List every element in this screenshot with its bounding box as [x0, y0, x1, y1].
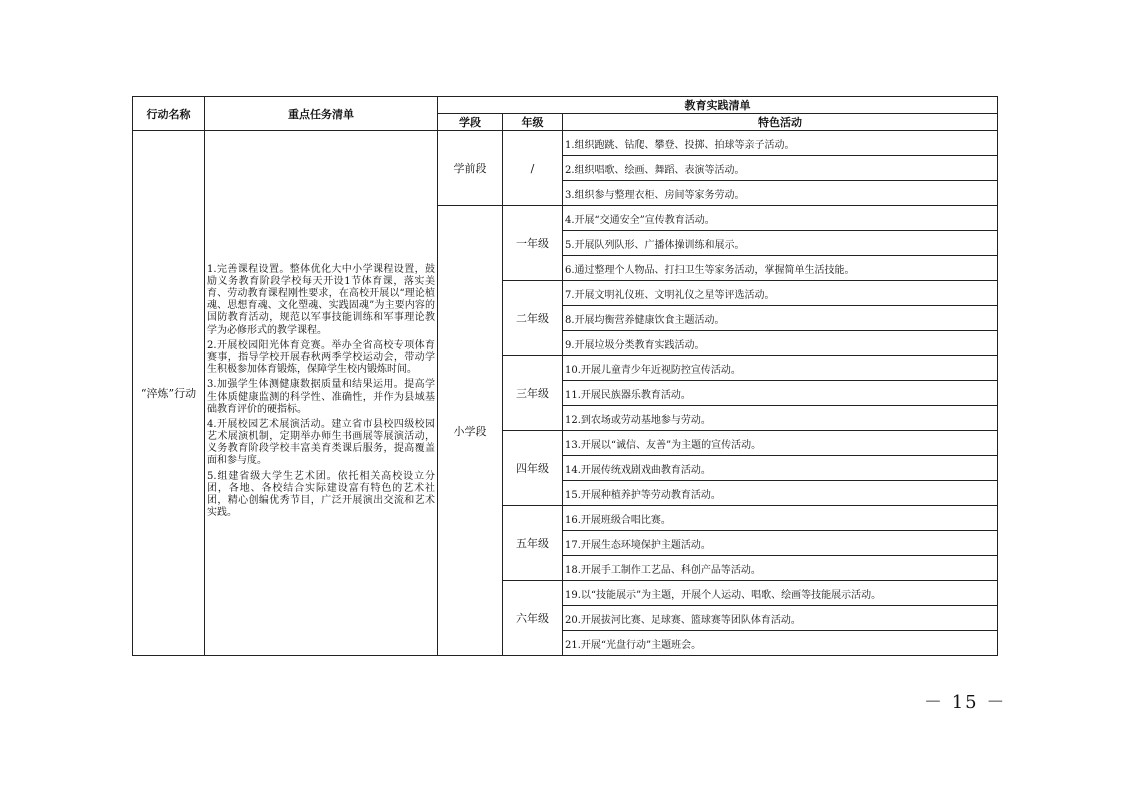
- activity-item: 11.开展民族器乐教育活动。: [563, 381, 998, 406]
- grade-3: 三年级: [503, 356, 563, 431]
- task-item: 2.开展校园阳光体育竞赛。举办全省高校专项体育赛事，指导学校开展春秋两季学校运动会，带动学生积极参加体育锻炼，保障学生校内锻炼时间。: [207, 339, 435, 376]
- activity-item: 16.开展班级合唱比赛。: [563, 506, 998, 531]
- header-stage: 学段: [438, 114, 503, 131]
- activity-item: 20.开展拔河比赛、足球赛、篮球赛等团队体育活动。: [563, 606, 998, 631]
- task-item: 5.组建省级大学生艺术团。依托相关高校设立分团，各地、各校结合实际建设富有特色的艺术社团，精心创编优秀节目，广泛开展演出交流和艺术实践。: [207, 470, 435, 519]
- grade-2: 二年级: [503, 281, 563, 356]
- page-number: － 15 －: [924, 692, 1007, 713]
- activity-item: 9.开展垃圾分类教育实践活动。: [563, 331, 998, 356]
- activity-item: 4.开展“交通安全”宣传教育活动。: [563, 206, 998, 231]
- activity-item: 8.开展均衡营养健康饮食主题活动。: [563, 306, 998, 331]
- grade-4: 四年级: [503, 431, 563, 506]
- header-task-list: 重点任务清单: [205, 97, 438, 131]
- task-item: 1.完善课程设置。整体优化大中小学课程设置，鼓励义务教育阶段学校每天开设1节体育课，落实美育、劳动教育课程刚性要求，在高校开展以“理论植魂、思想育魂、文化塑魂、实践固魂”为主要内容的国防教育活动，规范以军事技能训练和军事理论教学为必修形式的教学课程。: [207, 263, 435, 336]
- grade-1: 一年级: [503, 206, 563, 281]
- header-action-name: 行动名称: [133, 97, 205, 131]
- stage-primary: 小学段: [438, 206, 503, 656]
- activity-item: 13.开展以“诚信、友善”为主题的宣传活动。: [563, 431, 998, 456]
- grade-5: 五年级: [503, 506, 563, 581]
- practice-table: [132, 96, 998, 656]
- task-list-cell: [205, 131, 438, 656]
- stage-preschool: 学前段: [438, 131, 503, 206]
- activity-item: 3.组织参与整理衣柜、房间等家务劳动。: [563, 181, 998, 206]
- activity-item: 10.开展儿童青少年近视防控宣传活动。: [563, 356, 998, 381]
- activity-item: 6.通过整理个人物品、打扫卫生等家务活动，掌握简单生活技能。: [563, 256, 998, 281]
- activity-item: 14.开展传统戏剧戏曲教育活动。: [563, 456, 998, 481]
- grade-6: 六年级: [503, 581, 563, 656]
- activity-item: 1.组织跑跳、钻爬、攀登、投掷、拍球等亲子活动。: [563, 131, 998, 156]
- header-grade: 年级: [503, 114, 563, 131]
- header-practice-list: 教育实践清单: [438, 97, 998, 114]
- activity-item: 2.组织唱歌、绘画、舞蹈、表演等活动。: [563, 156, 998, 181]
- task-item: 3.加强学生体测健康数据质量和结果运用。提高学生体质健康监测的科学性、准确性，并作为县域基础教育评价的硬指标。: [207, 379, 435, 415]
- activity-item: 21.开展“光盘行动”主题班会。: [563, 631, 998, 656]
- activity-item: 18.开展手工制作工艺品、科创产品等活动。: [563, 556, 998, 581]
- action-name-cell: “淬炼”行动: [133, 131, 205, 656]
- header-activity: 特色活动: [563, 114, 998, 131]
- activity-item: 19.以“技能展示”为主题，开展个人运动、唱歌、绘画等技能展示活动。: [563, 581, 998, 606]
- activity-item: 12.到农场或劳动基地参与劳动。: [563, 406, 998, 431]
- activity-item: 15.开展种植养护等劳动教育活动。: [563, 481, 998, 506]
- activity-item: 17.开展生态环境保护主题活动。: [563, 531, 998, 556]
- task-item: 4.开展校园艺术展演活动。建立省市县校四级校园艺术展演机制，定期举办师生书画展等展演活动，义务教育阶段学校丰富美育类课后服务，提高覆盖面和参与度。: [207, 418, 435, 467]
- grade-preschool: /: [503, 131, 563, 206]
- activity-item: 7.开展文明礼仪班、文明礼仪之星等评选活动。: [563, 281, 998, 306]
- activity-item: 5.开展队列队形、广播体操训练和展示。: [563, 231, 998, 256]
